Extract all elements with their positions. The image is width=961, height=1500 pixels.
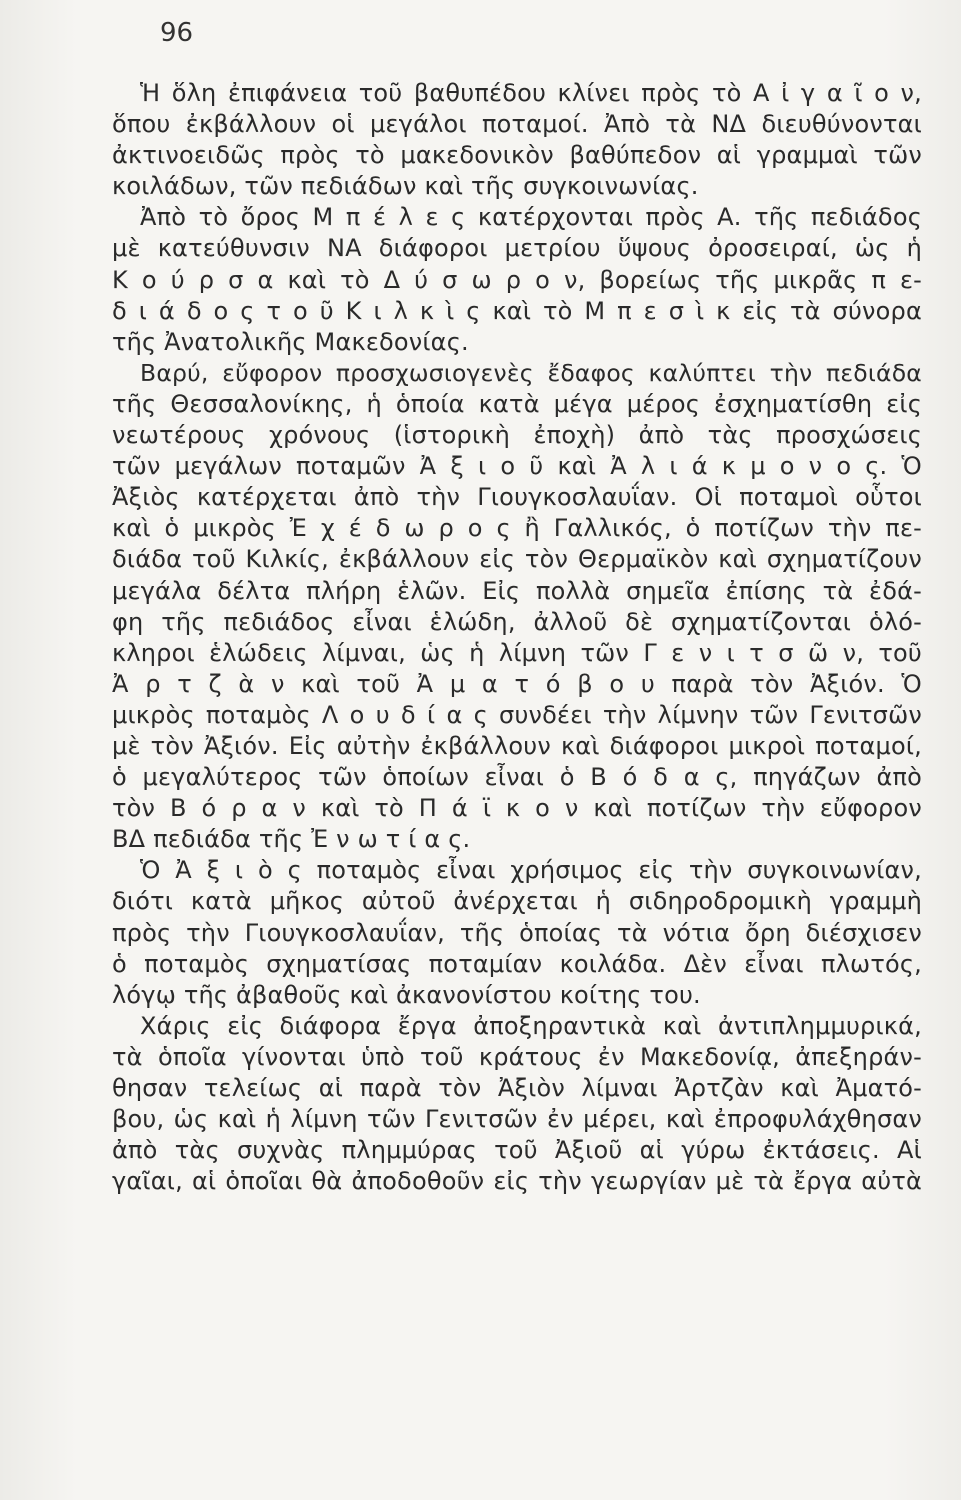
text-line: φη τῆς πεδιάδος εἶναι ἑλώδη, ἀλλοῦ δὲ σχηματίζονται ὁλό- <box>112 607 922 636</box>
text-line: Κ ο ύ ρ σ α καὶ τὸ Δ ύ σ ω ρ ο ν, βορείως τῆς μικρᾶς π ε- <box>112 265 922 294</box>
text-line: μεγάλα δέλτα πλήρη ἑλῶν. Εἰς πολλὰ σημεῖα ἐπίσης τὰ ἐδά- <box>112 576 922 605</box>
text-line: ἀπὸ τὰς συχνὰς πλημμύρας τοῦ Ἀξιοῦ αἱ γύρω ἐκτάσεις. Αἱ <box>112 1136 922 1165</box>
text-line: λόγῳ τῆς ἀβαθοῦς καὶ ἀκανονίστου κοίτης του. <box>112 980 701 1009</box>
text-line: θησαν τελείως αἱ παρὰ τὸν Ἀξιὸν λίμναι Ἀρτζὰν καὶ Ἀματό- <box>112 1074 922 1102</box>
text-line: μὲ τὸν Ἀξιόν. Εἰς αὐτὴν ἐκβάλλουν καὶ διάφοροι μικροὶ ποταμοί, <box>112 731 922 760</box>
body-text <box>112 78 922 1197</box>
text-line: Ἀ ρ τ ζ ὰ ν καὶ τοῦ Ἀ μ α τ ό β ο υ παρὰ τὸν Ἀξιόν. Ὁ <box>112 669 922 698</box>
text-line: τὸν Β ό ρ α ν καὶ τὸ Π ά ϊ κ ο ν καὶ ποτίζων τὴν εὔφορον <box>112 794 922 823</box>
text-line: νεωτέρους χρόνους (ἱστορικὴ ἐποχὴ) ἀπὸ τὰς προσχώσεις <box>112 421 922 450</box>
page-number: 96 <box>160 18 194 48</box>
text-line: ὁ ποταμὸς σχηματίσας ποταμίαν κοιλάδα. Δὲν εἶναι πλωτός, <box>112 949 922 978</box>
text-line: τὰ ὁποῖα γίνονται ὑπὸ τοῦ κράτους ἐν Μακεδονίᾳ, ἀπεξηράν- <box>112 1042 922 1071</box>
text-line: καὶ ὁ μικρὸς Ἐ χ έ δ ω ρ ο ς ἢ Γαλλικός, ὁ ποτίζων τὴν πε- <box>112 514 922 543</box>
text-line: τῆς Θεσσαλονίκης, ἡ ὁποία κατὰ μέγα μέρος ἐσχηματίσθη εἰς <box>112 389 922 418</box>
text-line: Ἀπὸ τὸ ὄρος Μ π έ λ ε ς κατέρχονται πρὸς Α. τῆς πεδιάδος <box>140 203 922 232</box>
text-line: βου, ὡς καὶ ἡ λίμνη τῶν Γενιτσῶν ἐν μέρει, καὶ ἐπροφυλάχθησαν <box>112 1105 922 1134</box>
text-line: κληροι ἑλώδεις λίμναι, ὡς ἡ λίμνη τῶν Γ ε ν ι τ σ ῶ ν, τοῦ <box>112 638 922 667</box>
text-line: Ὁ Ἀ ξ ι ὸ ς ποταμὸς εἶναι χρήσιμος εἰς τὴν συγκοινωνίαν, <box>140 856 922 885</box>
text-line: μὲ κατεύθυνσιν ΝΑ διάφοροι μετρίου ὕψους ὀροσειραί, ὡς ἡ <box>112 234 922 263</box>
text-line: διάδα τοῦ Κιλκίς, ἐκβάλλουν εἰς τὸν Θερμαϊκὸν καὶ σχηματίζουν <box>112 545 922 574</box>
text-line: ΒΔ πεδιάδα τῆς Ἐ ν ω τ ί α ς. <box>112 825 471 854</box>
text-line: μικρὸς ποταμὸς Λ ο υ δ ί α ς συνδέει τὴν λίμνην τῶν Γενιτσῶν <box>112 700 922 729</box>
text-line: τῆς Ἀνατολικῆς Μακεδονίας. <box>112 327 469 356</box>
text-line: δ ι ά δ ο ς τ ο ῦ Κ ι λ κ ὶ ς καὶ τὸ Μ π ε σ ὶ κ εἰς τὰ σύνορα <box>112 296 922 325</box>
text-line: Χάρις εἰς διάφορα ἔργα ἀποξηραντικὰ καὶ ἀντιπλημμυρικά, <box>140 1011 922 1040</box>
text-line: ἀκτινοειδῶς πρὸς τὸ μακεδονικὸν βαθύπεδον αἱ γραμμαὶ τῶν <box>112 141 922 170</box>
text-line: Βαρύ, εὔφορον προσχωσιογενὲς ἔδαφος καλύπτει τὴν πεδιάδα <box>140 358 922 387</box>
text-line: πρὸς τὴν Γιουγκοσλαυΐαν, τῆς ὁποίας τὰ νότια ὄρη διέσχισεν <box>112 918 922 947</box>
text-line: γαῖαι, αἱ ὁποῖαι θὰ ἀποδοθοῦν εἰς τὴν γεωργίαν μὲ τὰ ἔργα αὐτὰ <box>112 1167 922 1196</box>
text-line: Ἡ ὅλη ἐπιφάνεια τοῦ βαθυπέδου κλίνει πρὸς τὸ Α ἰ γ α ῖ ο ν, <box>140 79 922 107</box>
text-line: Ἀξιὸς κατέρχεται ἀπὸ τὴν Γιουγκοσλαυΐαν. Οἱ ποταμοὶ οὗτοι <box>112 483 922 512</box>
text-line: διότι κατὰ μῆκος αὐτοῦ ἀνέρχεται ἡ σιδηροδρομικὴ γραμμὴ <box>112 887 922 916</box>
text-line: ὅπου ἐκβάλλουν οἱ μεγάλοι ποταμοί. Ἀπὸ τὰ ΝΔ διευθύνονται <box>112 110 922 139</box>
text-line: κοιλάδων, τῶν πεδιάδων καὶ τῆς συγκοινωνίας. <box>112 172 699 201</box>
text-line: τῶν μεγάλων ποταμῶν Ἀ ξ ι ο ῦ καὶ Ἀ λ ι ά κ μ ο ν ο ς. Ὁ <box>112 452 922 481</box>
text-line: ὁ μεγαλύτερος τῶν ὁποίων εἶναι ὁ Β ό δ α ς, πηγάζων ἀπὸ <box>112 763 922 792</box>
